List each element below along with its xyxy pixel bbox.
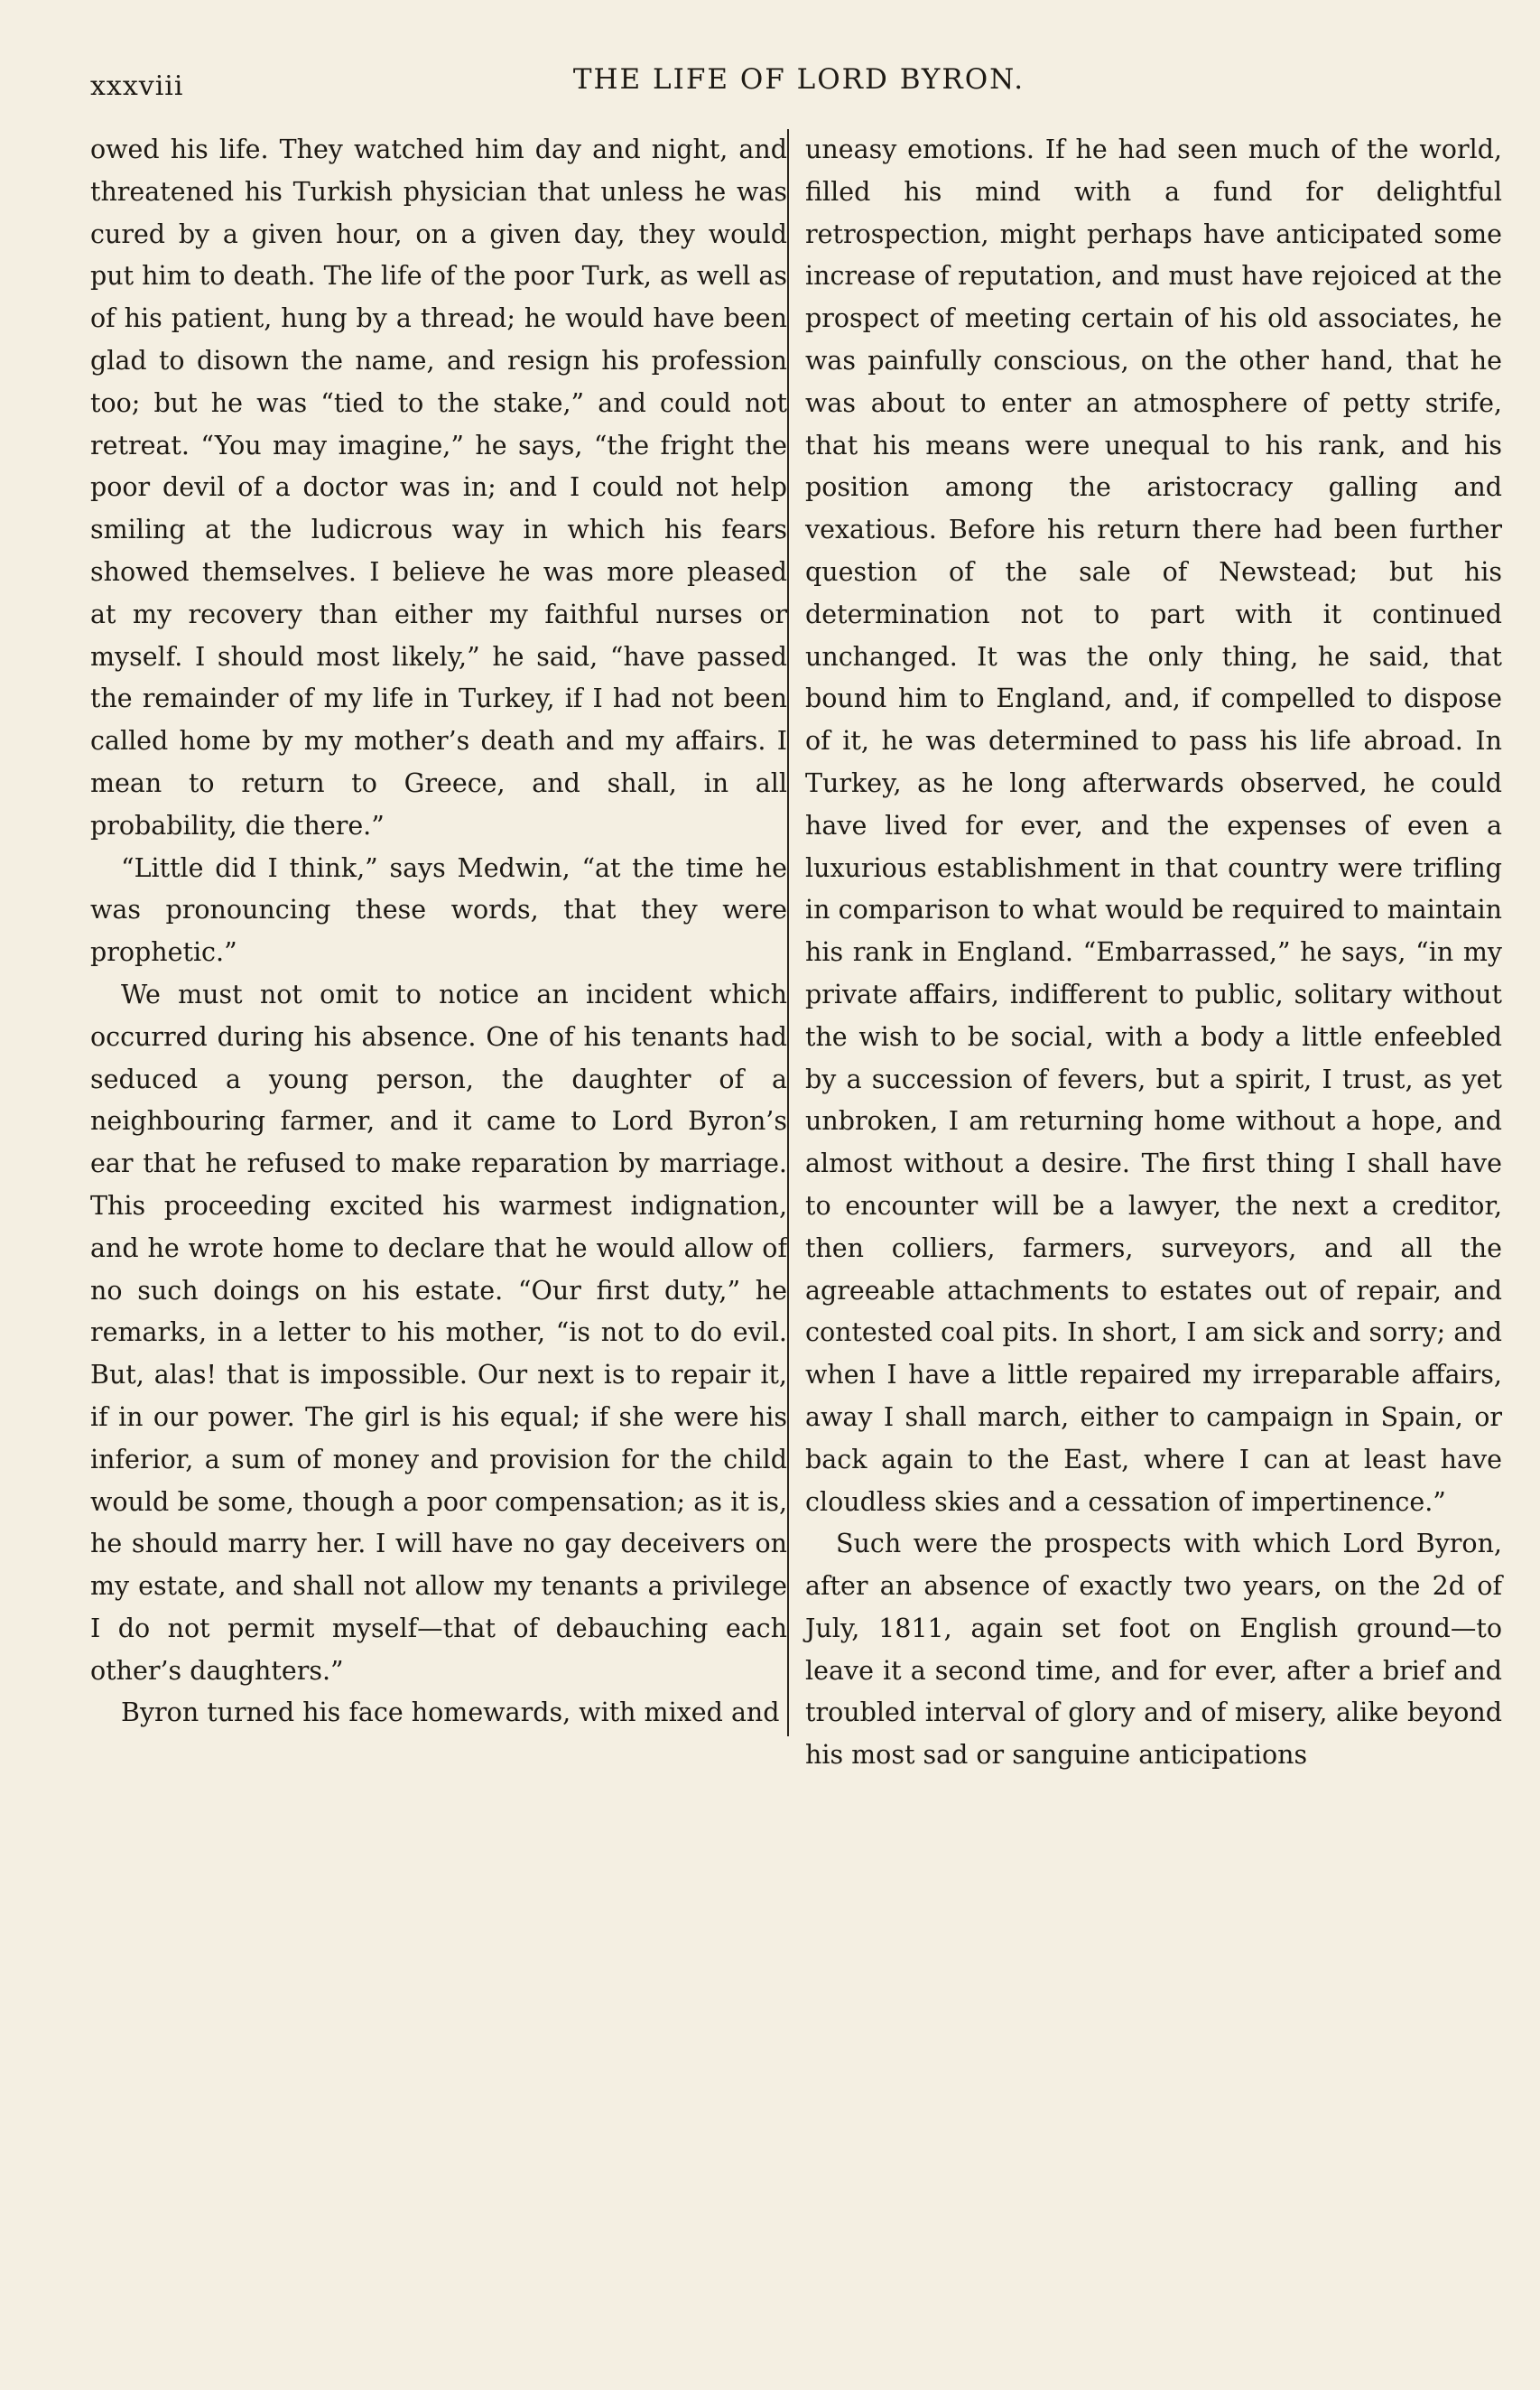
paragraph: Such were the prospects with which Lord Byron, after an absence of exactly two years, on the 2d of July, 1811, again set foot on English ground—to leave it a second time, and for ever, after a brief and troubled interval of glory and of misery, alike beyond his most sad or sanguine anticipations — [805, 1529, 1502, 1771]
page-number: xxxviii — [90, 70, 184, 102]
paragraph: We must not omit to notice an incident which occurred during his absence. One of his tenants had seduced a young person, the daughter of a neighbouring farmer, and it came to Lord Byron’s ear that he refused to make reparation by marriage. This proceeding excited his warmest indignation, and he wrote home to declare that he would allow of no such doings on his estate. “Our first duty,” he remarks, in a letter to his mother, “is not to do evil. But, alas! that is impossible. Our next is to repair it, if in our power. The girl is his equal; if she were his inferior, a sum of money and provision for the child would be some, though a poor compensation; as it is, he should marry her. I will have no gay deceivers on my estate, and shall not allow my tenants a privilege I do not permit myself—that of debauching each other’s daughters.” — [90, 979, 787, 1686]
right-column — [805, 129, 1502, 1777]
page-header — [90, 63, 1508, 108]
paragraph: owed his life. They watched him day and night, and threatened his Turkish physician that unless he was cured by a given hour, on a given day, they would put him to death. The life of the poor Turk, as well as of his patient, hung by a thread; he would have been glad to disown the name, and resign his profession too; but he was “tied to the stake,” and could not retreat. “You may imagine,” he says, “the fright the poor devil of a doctor was in; and I could not help smiling at the ludicrous way in which his fears showed themselves. I believe he was more pleased at my recovery than either my faithful nurses or myself. I should most likely,” he said, “have passed the remainder of my life in Turkey, if I had not been called home by my mother’s death and my affairs. I mean to return to Greece, and shall, in all probability, die there.” — [90, 135, 787, 841]
paragraph: “Little did I think,” says Medwin, “at the time he was pronouncing these words, that they were prophetic.” — [90, 852, 787, 968]
paragraph: Byron turned his face homewards, with mixed and — [121, 1697, 780, 1728]
left-column — [90, 129, 787, 1734]
running-title: THE LIFE OF LORD BYRON. — [572, 63, 1025, 96]
paragraph: uneasy emotions. If he had seen much of the world, filled his mind with a fund for delightful retrospection, might perhaps have anticipated some increase of reputation, and must have rejoiced at the prospect of meeting certain of his old associates, he was painfully conscious, on the other hand, that he was about to enter an atmosphere of petty strife, that his means were unequal to his rank, and his position among the aristocracy galling and vexatious. Before his return there had been further question of the sale of Newstead; but his determination not to part with it continued unchanged. It was the only thing, he said, that bound him to England, and, if compelled to dispose of it, he was determined to pass his life abroad. In Turkey, as he long afterwards observed, he could have lived for ever, and the expenses of even a luxurious establishment in that country were trifling in comparison to what would be required to maintain his rank in England. “Embarrassed,” he says, “in my private affairs, indifferent to public, solitary without the wish to be social, with a body a little enfeebled by a succession of fevers, but a spirit, I trust, as yet unbroken, I am returning home without a hope, and almost without a desire. The first thing I shall have to encounter will be a lawyer, the next a creditor, then colliers, farmers, surveyors, and all the agreeable attachments to estates out of repair, and contested coal pits. In short, I am sick and sorry; and when I have a little repaired my irreparable affairs, away I shall march, either to campaign in Spain, or back again to the East, where I can at least have cloudless skies and a cessation of impertinence.” — [805, 135, 1502, 1517]
column-divider — [787, 129, 789, 1736]
